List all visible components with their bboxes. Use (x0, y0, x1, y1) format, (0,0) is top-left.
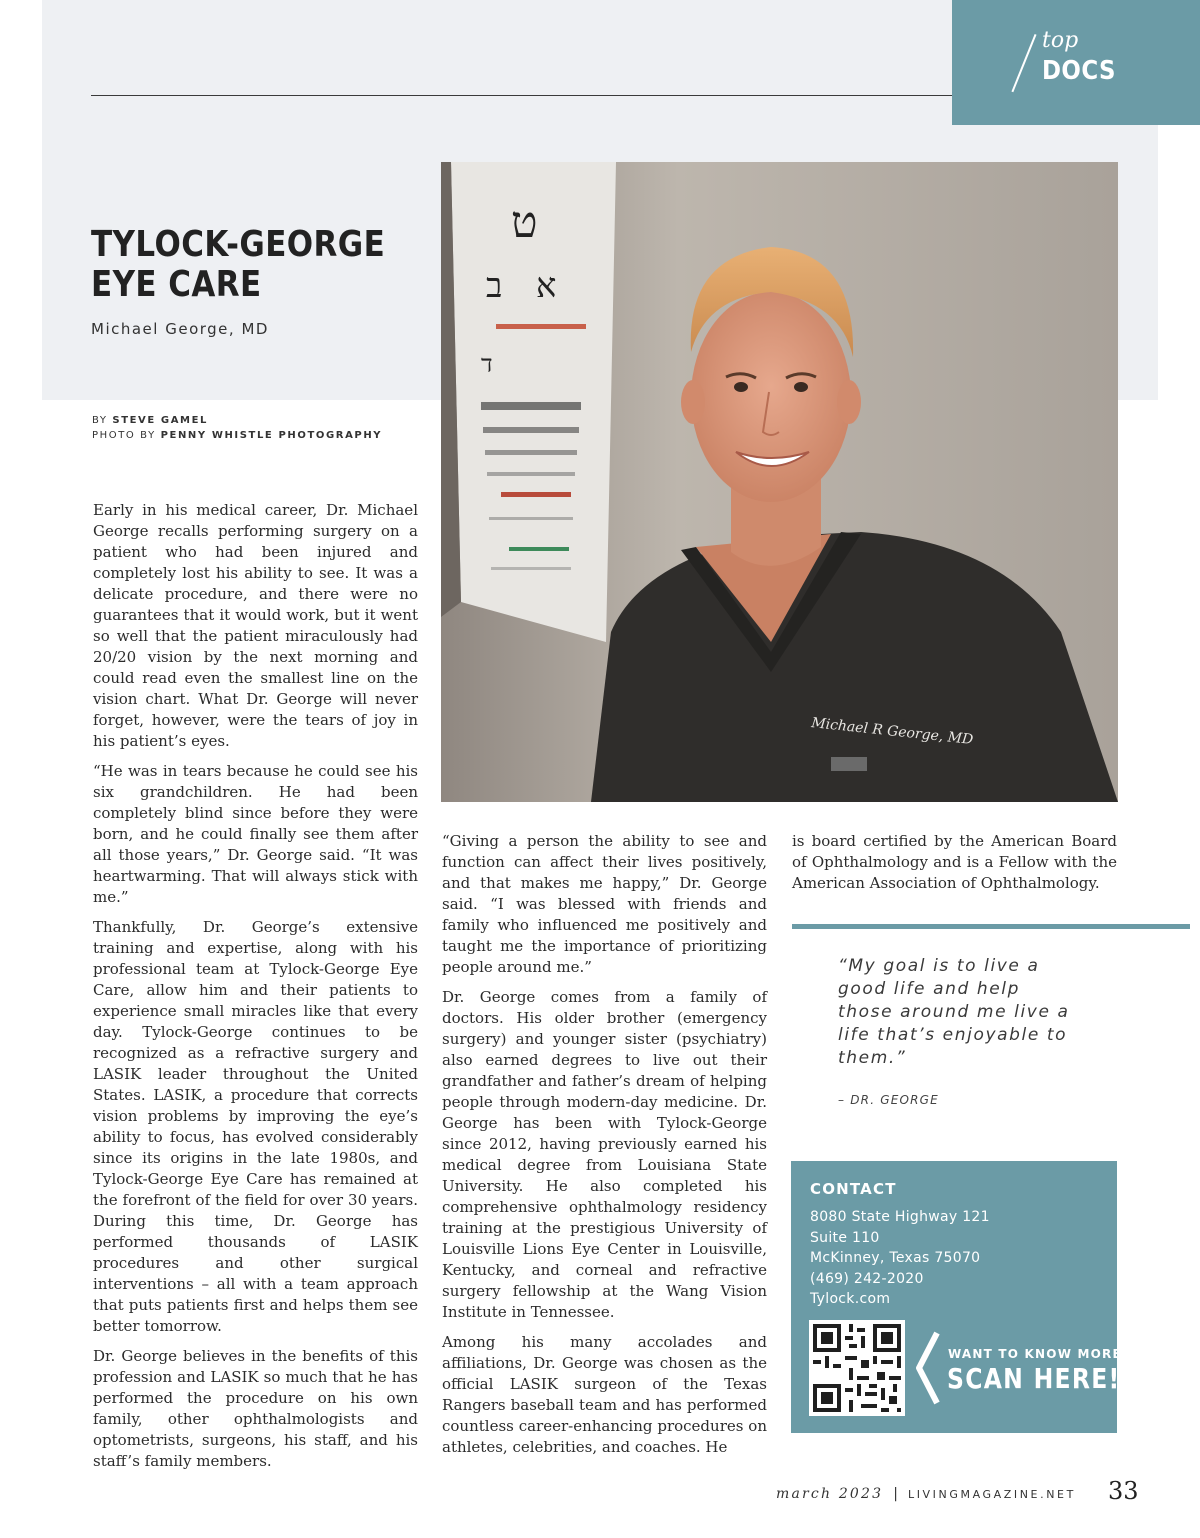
photo-credit-name: PENNY WHISTLE PHOTOGRAPHY (160, 429, 383, 441)
pullquote: “My goal is to live a good life and help those around me live a life that’s enjoyable to them.” (838, 956, 1070, 1068)
photo-credit-prefix: PHOTO BY (92, 429, 161, 441)
chart-letter: א (536, 266, 557, 306)
article-title-line2: EYE CARE (91, 264, 262, 306)
body-column-1 (93, 500, 418, 1481)
contact-city: McKinney, Texas 75070 (810, 1250, 981, 1266)
article-subtitle: Michael George, MD (91, 320, 269, 338)
paragraph: Thankfully, Dr. George’s extensive training and expertise, along with his professional team at Tylock-George Eye Care, allow him and their patients to experience small miracles like that every day. Tylock-George continues to be recognized as a refractive surgery and LASIK leader throughout the United States. LASIK, a procedure that corrects vision problems by improving the eye’s ability to focus, has evolved considerably since its origins in the late 1980s, and Tylock-George Eye Care has remained at the forefront of the field for over 30 years. During this time, Dr. George has performed thousands of LASIK procedures and other surgical interventions – all with a team approach that puts patients first and helps them see better tomorrow. (93, 918, 418, 1335)
chart-letter: ד (481, 350, 493, 378)
cta-small-text: WANT TO KNOW MORE? (948, 1347, 1131, 1361)
chevron-left-icon (913, 1329, 943, 1407)
byline (92, 414, 382, 429)
footer (776, 1486, 1076, 1502)
contact-details (810, 1207, 990, 1310)
paragraph: “Giving a person the ability to see and function can affect their lives positively, and that makes me happy,” Dr. George said. “I was blessed with friends and family who influenced me positively and taught me the importance of prioritizing people around me.” (442, 832, 767, 976)
chart-letter: ב (486, 266, 503, 306)
section-tab-docs: DOCS (1042, 56, 1116, 86)
portrait-illustration (441, 162, 1118, 802)
article-title-line1: TYLOCK-GEORGE (91, 224, 386, 265)
contact-phone[interactable]: (469) 242-2020 (810, 1270, 924, 1287)
section-tab-top: top (1042, 28, 1079, 53)
page-number: 33 (1108, 1477, 1139, 1505)
footer-site[interactable]: LIVINGMAGAZINE.NET (907, 1488, 1076, 1501)
byline-author: STEVE GAMEL (112, 415, 209, 426)
body-column-3 (792, 831, 1117, 903)
footer-separator: | (893, 1486, 898, 1502)
paragraph: Dr. George comes from a family of doctors. His older brother (emergency surgery) and younger sister (psychiatry) also earned degrees to live out their grandfather and father’s dream of helping people through modern-day medicine. Dr. George has been with Tylock-George since 2012, having previously earned his medical degree from Louisiana State University. He also completed his comprehensive ophthalmology residency training at the prestigious University of Louisville Lions Eye Center in Louisville, Kentucky, and corneal and refractive surgery fellowship at the Wang Vision Institute in Tennessee. (442, 988, 767, 1321)
pullquote-rule (792, 924, 1190, 929)
photo-credit (92, 429, 382, 444)
paragraph: “He was in tears because he could see his six grandchildren. He had been completely blind since before they were born, and he could finally see them after all those years,” Dr. George said. “It was heartwarming. That will always stick with me.” (93, 762, 418, 906)
portrait-photo (441, 162, 1118, 802)
paragraph: is board certified by the American Board of Ophthalmology and is a Fellow with the American Association of Ophthalmology. (792, 832, 1117, 892)
paragraph: Early in his medical career, Dr. Michael George recalls performing surgery on a patient who had been injured and completely lost his ability to see. It was a delicate procedure, and there were no guarantees that it would work, but it went so well that the patient miraculously had 20/20 vision by the next morning and could read even the smallest line on the vision chart. What Dr. George will never forget, however, were the tears of joy in his patient’s eyes. (93, 501, 418, 750)
header-rule (91, 95, 953, 96)
cta-scan-text: SCAN HERE! (947, 1362, 1121, 1395)
article-title (91, 225, 385, 306)
credits (92, 414, 382, 443)
paragraph: Dr. George believes in the benefits of this profession and LASIK so much that he has performed the procedure on his own family, other ophthalmologists and optometrists, surgeons, his staff, and his staff’s family members. (93, 1347, 418, 1470)
contact-website[interactable]: Tylock.com (810, 1291, 891, 1307)
pullquote-attribution: – DR. GEORGE (838, 1093, 939, 1107)
chart-letter: ט (511, 197, 538, 248)
contact-box (791, 1161, 1131, 1433)
byline-prefix: BY (92, 415, 113, 426)
contact-title: CONTACT (810, 1180, 897, 1198)
body-column-2 (442, 831, 767, 1467)
qr-code-icon[interactable] (809, 1320, 905, 1416)
footer-date: march 2023 (776, 1486, 884, 1502)
paragraph: Among his many accolades and affiliations, Dr. George was chosen as the official LASIK surgeon of the Texas Rangers baseball team and has performed countless career-enhancing procedures on athletes, celebrities, and coaches. He (442, 1333, 767, 1456)
contact-address: 8080 State Highway 121 (810, 1209, 990, 1225)
scrubs-embroidery: Michael R George, MD (810, 715, 974, 748)
contact-suite: Suite 110 (810, 1229, 880, 1246)
